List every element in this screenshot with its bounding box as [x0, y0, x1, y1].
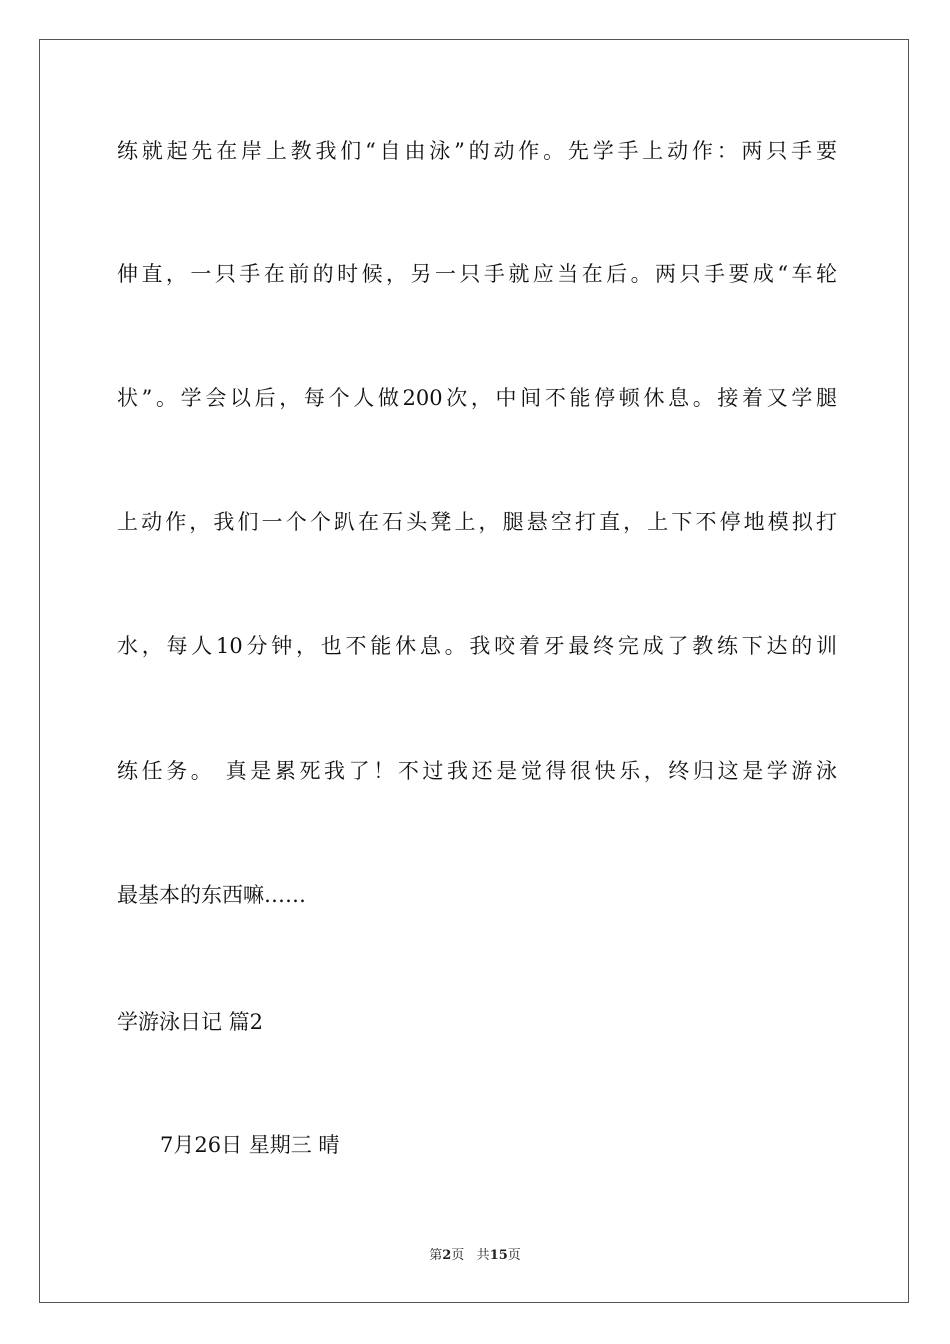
footer-total-prefix: 共 [476, 1248, 490, 1263]
page-frame [39, 39, 909, 1303]
footer-page-prefix: 第 [429, 1248, 443, 1263]
footer-total-suffix: 页 [507, 1248, 521, 1263]
footer-total-pages: 15 [489, 1248, 508, 1263]
body-line-5: 水，每人10分钟，也不能休息。我咬着牙最终完成了教练下达的训 [117, 634, 837, 658]
body-line-1: 练就起先在岸上教我们“自由泳”的动作。先学手上动作：两只手要 [117, 139, 837, 163]
section-title: 学游泳日记 篇2 [117, 1010, 264, 1034]
body-line-3: 状”。学会以后，每个人做200次，中间不能停顿休息。接着又学腿 [117, 386, 837, 410]
body-line-2: 伸直，一只手在前的时候，另一只手就应当在后。两只手要成“车轮 [117, 262, 837, 286]
page-footer [0, 1247, 950, 1265]
footer-page-number: 2 [442, 1248, 452, 1263]
body-line-6: 练任务。 真是累死我了！不过我还是觉得很快乐，终归这是学游泳 [117, 759, 837, 783]
footer-page-suffix: 页 [451, 1248, 465, 1263]
body-line-7: 最基本的东西嘛…… [117, 883, 306, 907]
date-line: 7月26日 星期三 晴 [160, 1133, 340, 1157]
body-line-4: 上动作，我们一个个趴在石头凳上，腿悬空打直，上下不停地模拟打 [117, 510, 837, 534]
